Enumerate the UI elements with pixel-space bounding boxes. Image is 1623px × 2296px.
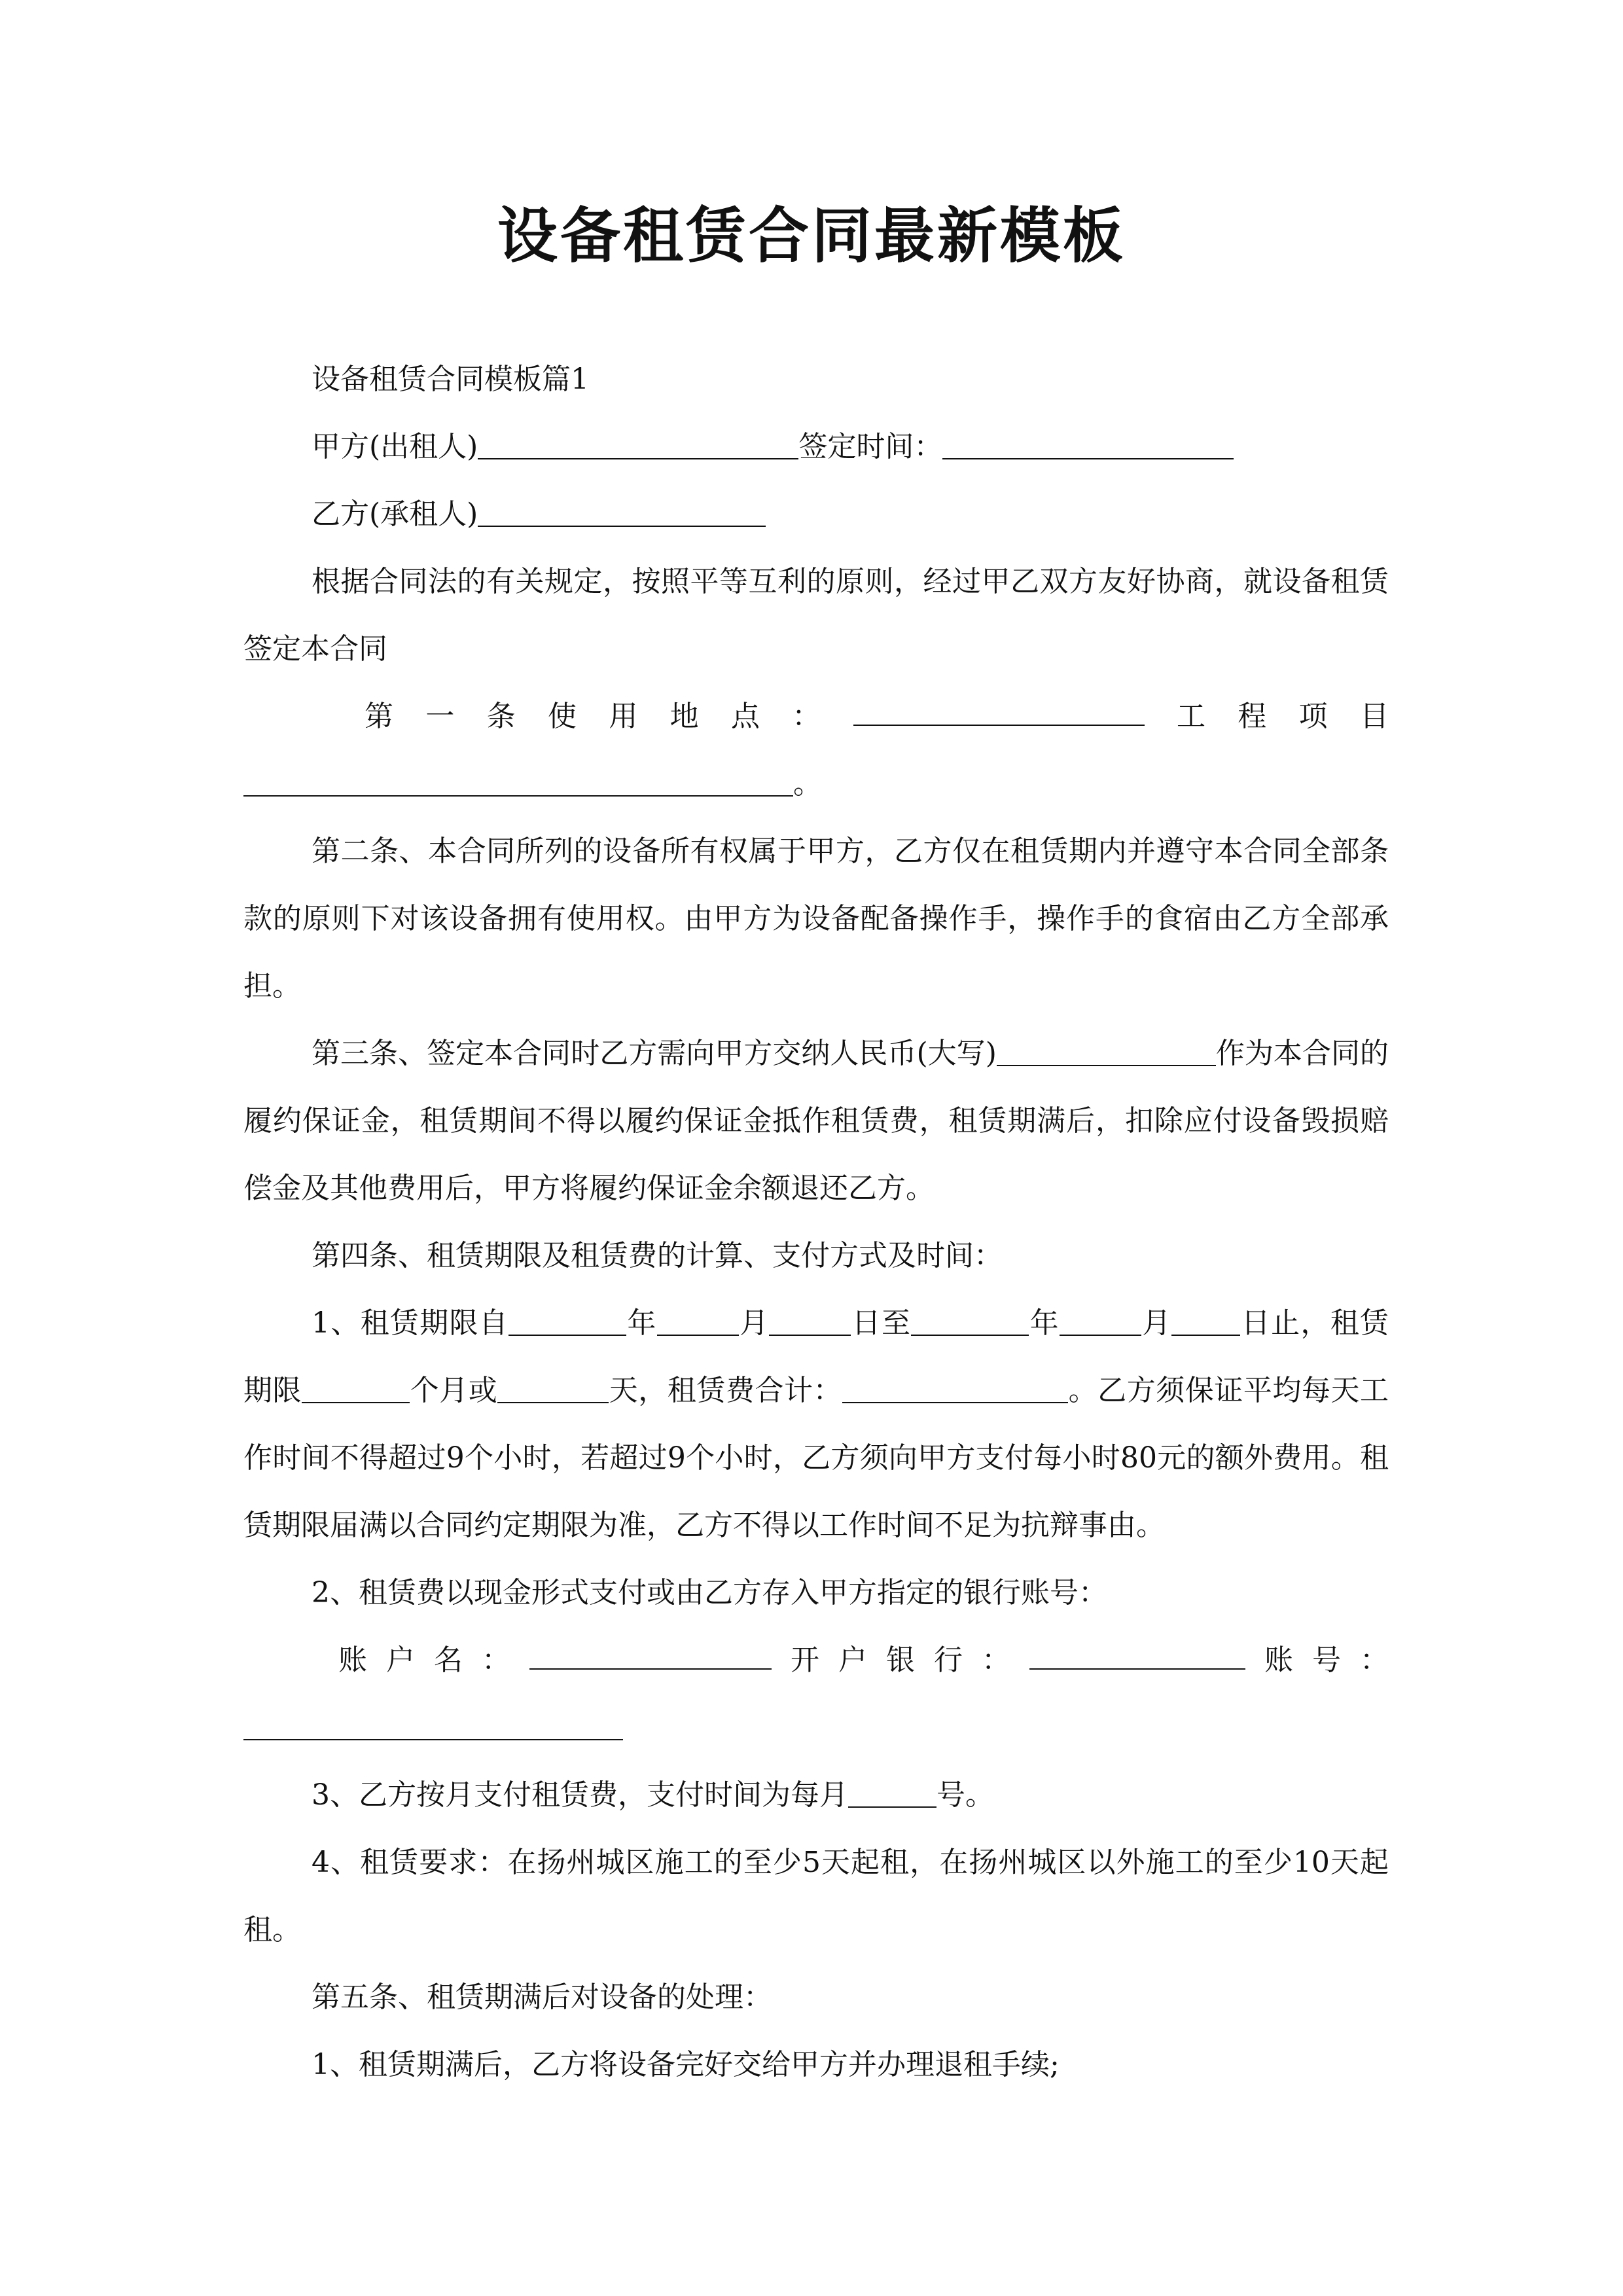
article5-item1: 1、租赁期满后，乙方将设备完好交给甲方并办理退租手续;: [312, 2048, 1060, 2081]
article1-char: 使: [547, 700, 577, 733]
account-no-char: 号: [1312, 1643, 1341, 1677]
article5-heading: 第五条、租赁期满后对设备的处理：: [312, 1981, 772, 2014]
document-body: [243, 346, 1389, 2098]
document-title: 设备租赁合同最新模板: [497, 200, 1126, 271]
article1-project-line: 。: [243, 750, 1389, 817]
project-char: 项: [1298, 700, 1328, 733]
account-number-line: [243, 1694, 1389, 1761]
party-b-line: [243, 480, 1389, 548]
party-a-label: 甲方(出租人): [312, 430, 478, 463]
end-month-blank[interactable]: [1060, 1306, 1141, 1336]
project-char: 目: [1359, 700, 1389, 733]
period-days-blank[interactable]: [497, 1373, 609, 1403]
deposit-amount-blank[interactable]: [997, 1036, 1216, 1066]
sign-time-label: 签定时间：: [798, 430, 943, 463]
usage-location-blank[interactable]: [853, 696, 1145, 726]
article1-char: 第: [365, 700, 393, 733]
article1-char: 用: [609, 700, 638, 733]
bank-char: 户: [838, 1643, 867, 1677]
account-name-blank[interactable]: [529, 1640, 772, 1670]
account-line: [243, 1626, 1389, 1694]
rent-total-blank[interactable]: [842, 1373, 1068, 1403]
article3-paragraph: 第三条、签定本合同时乙方需向甲方交纳人民币(大写) 作为本合同的履约保证金，租赁期间不得以履约保证金抵作租赁费，租赁期满后，扣除应付设备毁损赔偿金及其他费用后，甲方将履约保证金余额退还乙方。: [243, 1037, 1389, 1205]
bank-blank[interactable]: [1029, 1640, 1245, 1670]
article1-char: 地: [669, 700, 699, 733]
party-b-blank[interactable]: [478, 497, 766, 527]
bank-char: 开: [791, 1643, 819, 1677]
account-name-char: 名: [434, 1643, 463, 1677]
article1-char: 条: [486, 700, 516, 733]
project-char: 程: [1238, 700, 1267, 733]
article4-item4: 4、租赁要求：在扬州城区施工的至少5天起租，在扬州城区以外施工的至少10天起租。: [243, 1846, 1389, 1946]
end-year-blank[interactable]: [911, 1306, 1029, 1336]
account-no-char: 账: [1264, 1643, 1293, 1677]
payment-day-blank[interactable]: [848, 1778, 936, 1808]
article4-item1: 1、租赁期限自 年 月 日至 年 月 日止，租赁期限 个月或 天，租赁费合计： 。乙方须保证平均每天工作时间不得超过9个小时，若超过9个小时，乙方须向甲方支付每小时80元的额外费用。租赁期限届满以合同约定期限为准，乙方不得以工作时间不足为抗辩事由。: [243, 1306, 1389, 1542]
article4-item3: 3、乙方按月支付租赁费，支付时间为每月 号。: [312, 1778, 994, 1812]
start-year-blank[interactable]: [508, 1306, 626, 1336]
account-name-char: ：: [482, 1643, 510, 1677]
bank-char: 银: [886, 1643, 915, 1677]
bank-char: 行: [934, 1643, 963, 1677]
account-name-char: 户: [386, 1643, 415, 1677]
party-a-line: [243, 413, 1389, 480]
project-blank[interactable]: [243, 766, 793, 797]
article2-paragraph: 第二条、本合同所列的设备所有权属于甲方，乙方仅在租赁期内并遵守本合同全部条款的原则下对该设备拥有使用权。由甲方为设备配备操作手，操作手的食宿由乙方全部承担。: [243, 834, 1389, 1003]
article4-item2: 2、租赁费以现金形式支付或由乙方存入甲方指定的银行账号：: [312, 1576, 1107, 1609]
account-number-blank[interactable]: [243, 1710, 623, 1740]
party-a-blank[interactable]: [478, 429, 798, 459]
start-month-blank[interactable]: [657, 1306, 739, 1336]
article1-char: 点: [730, 700, 760, 733]
bank-char: ：: [982, 1643, 1010, 1677]
project-char: 工: [1176, 700, 1205, 733]
article1-char: 一: [425, 700, 455, 733]
end-day-blank[interactable]: [1171, 1306, 1240, 1336]
account-no-char: ：: [1360, 1643, 1389, 1677]
sign-time-blank[interactable]: [942, 429, 1234, 459]
period-months-blank[interactable]: [302, 1373, 410, 1403]
account-name-char: 账: [338, 1643, 367, 1677]
article4-heading: 第四条、租赁期限及租赁费的计算、支付方式及时间：: [312, 1239, 1003, 1272]
intro-paragraph: 根据合同法的有关规定，按照平等互利的原则，经过甲乙双方友好协商，就设备租赁签定本合同: [243, 565, 1389, 666]
start-day-blank[interactable]: [769, 1306, 851, 1336]
article1-char: ：: [792, 700, 821, 733]
subtitle: 设备租赁合同模板篇1: [312, 363, 589, 396]
article1-line: [243, 683, 1389, 750]
party-b-label: 乙方(承租人): [312, 497, 478, 531]
